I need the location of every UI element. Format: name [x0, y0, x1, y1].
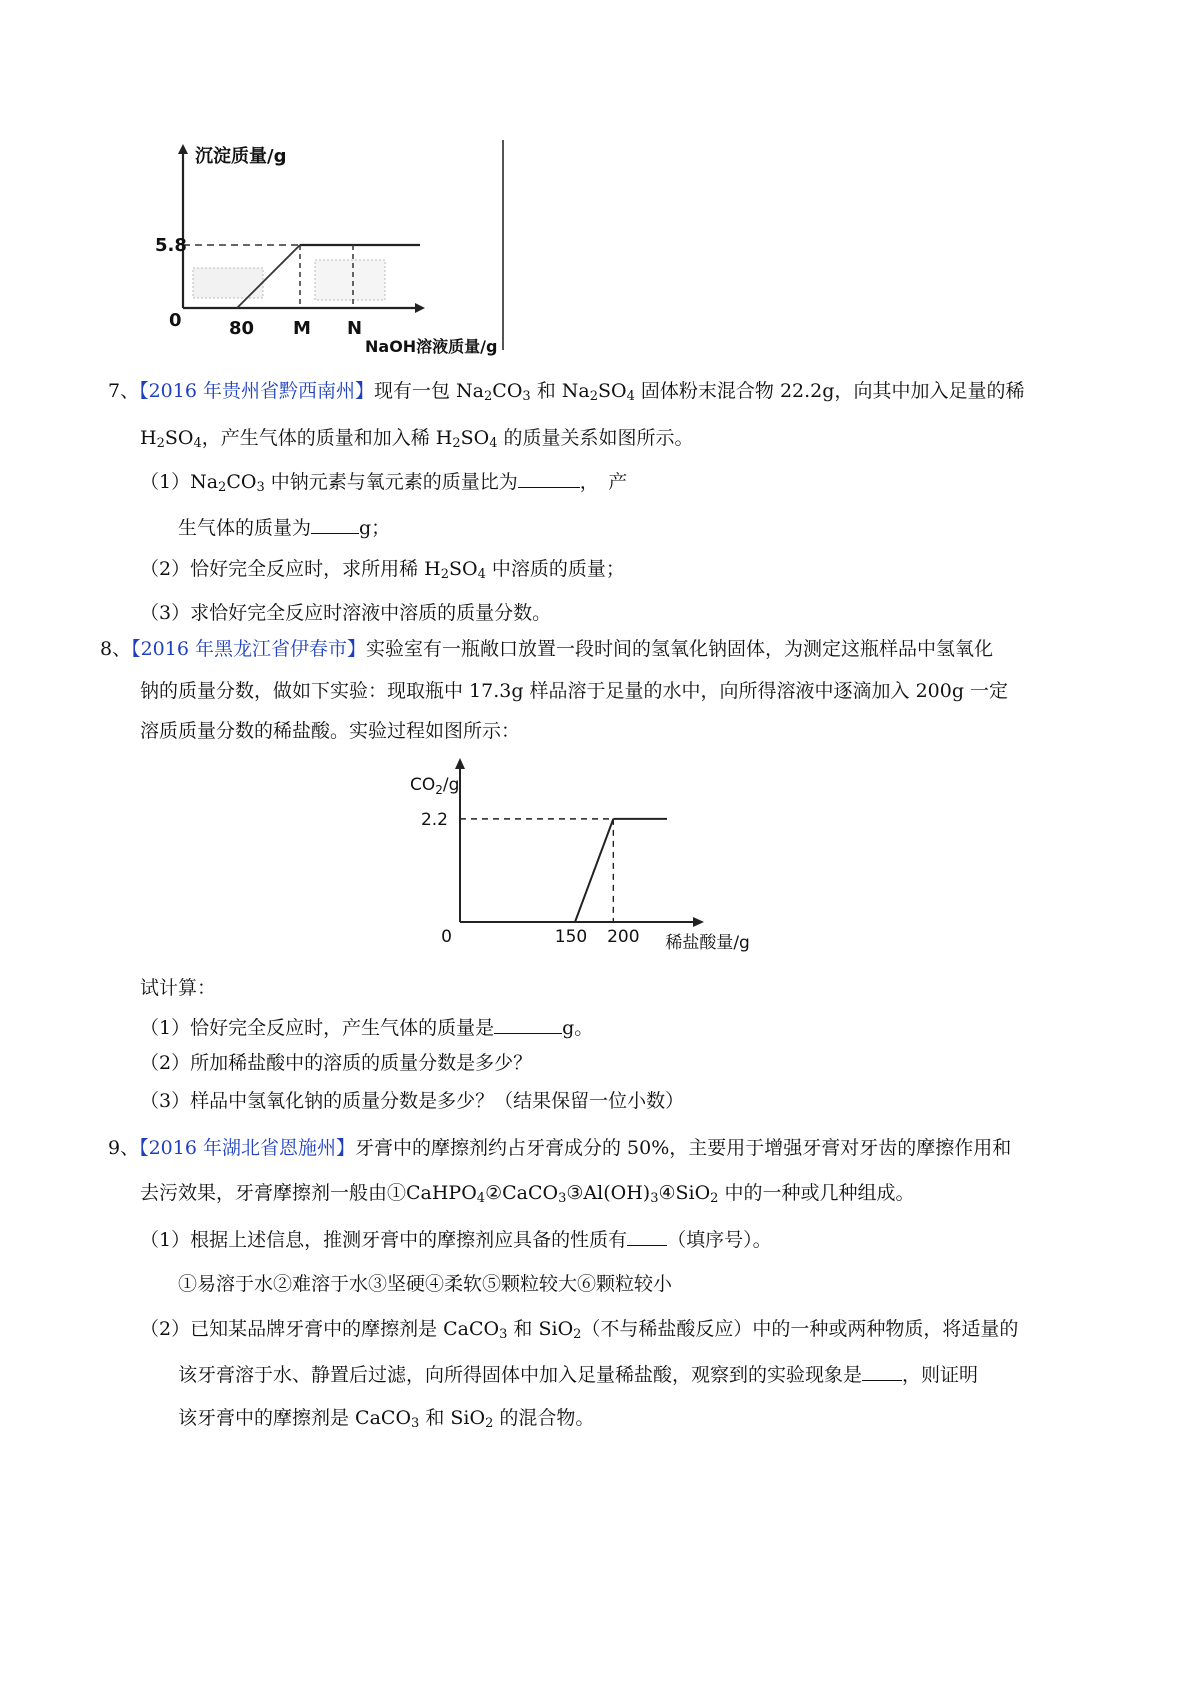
answer-blank[interactable]: [494, 1013, 562, 1034]
origin-label: 0: [169, 310, 182, 331]
q7-part-1-cont: 生气体的质量为 g；: [178, 513, 390, 541]
answer-blank[interactable]: [518, 467, 580, 488]
q8-part-2: （2）所加稀盐酸中的溶质的质量分数是多少？: [140, 1052, 533, 1074]
origin-label: 0: [441, 927, 452, 947]
x-axis-arrow: [693, 917, 704, 927]
q8-part-3: （3）样品中氢氧化钠的质量分数是多少？（结果保留一位小数）: [140, 1090, 685, 1112]
series-segment-rise: [575, 819, 613, 922]
q8-line-1: 8、【2016 年黑龙江省伊春市】实验室有一瓶敞口放置一段时间的氢氧化钠固体，为测定这瓶样品中氢氧化: [100, 638, 994, 660]
precipitate-chart: [155, 140, 565, 385]
question-number: 8、: [100, 638, 132, 660]
answer-blank[interactable]: [862, 1360, 902, 1381]
q8-trial: 试计算：: [140, 977, 217, 999]
answer-blank[interactable]: [311, 513, 359, 534]
q7-part-2: （2）恰好完全反应时，求所用稀 $H_2SO_4$ 中溶质的质量；: [140, 558, 625, 582]
q9-part-2-cont: 该牙膏溶于水、静置后过滤，向所得固体中加入足量稀盐酸，观察到的实验现象是 ，则证明: [178, 1360, 978, 1388]
q9-part-2: （2）已知某品牌牙膏中的摩擦剂是 CaCO$_3$ 和 SiO$_2$（不与稀盐酸反应）中的一种或两种物质，将适量的: [140, 1318, 1019, 1342]
q7-line-1: 7、【2016 年贵州省黔西南州】现有一包 $Na_2CO_3$ 和 $Na_2SO_4$ 固体粉末混合物 22.2g，向其中加入足量的稀: [108, 380, 1025, 404]
q9-options: ①易溶于水②难溶于水③坚硬④柔软⑤颗粒较大⑥颗粒较小: [178, 1273, 673, 1295]
y-tick-label: 2.2: [420, 809, 448, 830]
x-axis-label: 稀盐酸量/g: [665, 933, 750, 953]
q8-line-3: 溶质质量分数的稀盐酸。实验过程如图所示：: [140, 720, 521, 742]
question-number: 7、: [108, 380, 140, 402]
co2-chart: [398, 760, 750, 960]
x-axis-label: NaOH溶液质量/g: [365, 337, 498, 356]
q7-line-2: $H_2SO_4$，产生气体的质量和加入稀 $H_2SO_4$ 的质量关系如图所示。: [140, 427, 694, 451]
x-tick-n: N: [347, 318, 363, 339]
question-source: 【2016 年黑龙江省伊春市】: [131, 638, 366, 660]
question-number: 9、: [108, 1137, 140, 1159]
y-axis-arrow: [455, 758, 465, 769]
answer-blank[interactable]: [627, 1225, 667, 1246]
question-source: 【2016 年贵州省黔西南州】: [139, 380, 374, 402]
q8-line-2: 钠的质量分数，做如下实验：现取瓶中 17.3g 样品溶于足量的水中，向所得溶液中逐滴加入 200g 一定: [140, 680, 1009, 702]
q9-part-2-end: 该牙膏中的摩擦剂是 CaCO$_3$ 和 SiO$_2$ 的混合物。: [178, 1407, 595, 1431]
x-tick-m: M: [293, 318, 311, 339]
q9-line-2: 去污效果，牙膏摩擦剂一般由$①CaHPO_4②CaCO_3③Al(OH)_3④SiO_2$ 中的一种或几种组成。: [140, 1182, 915, 1206]
question-source: 【2016 年湖北省恩施州】: [139, 1137, 355, 1159]
q9-line-1: 9、【2016 年湖北省恩施州】牙膏中的摩擦剂约占牙膏成分的 50%，主要用于增强牙膏对牙齿的摩擦作用和: [108, 1137, 1012, 1159]
q7-part-3: （3）求恰好完全反应时溶液中溶质的质量分数。: [140, 602, 552, 624]
x-tick-label: 150: [554, 927, 588, 947]
y-tick-label: 5.8: [155, 235, 187, 256]
q8-part-1: （1）恰好完全反应时，产生气体的质量是 g。: [140, 1013, 593, 1041]
q9-part-1: （1）根据上述信息，推测牙膏中的摩擦剂应具备的性质有 （填序号）。: [140, 1225, 772, 1253]
y-axis-label: $CO_2/g$: [410, 775, 460, 797]
q7-part-1: $(1)Na_2CO_3$ 中钠元素与氧元素的质量比为 ， 产: [140, 467, 627, 495]
x-tick-80: 80: [229, 318, 255, 339]
x-tick-label: 200: [607, 927, 640, 947]
y-axis-label: 沉淀质量/g: [195, 146, 287, 167]
